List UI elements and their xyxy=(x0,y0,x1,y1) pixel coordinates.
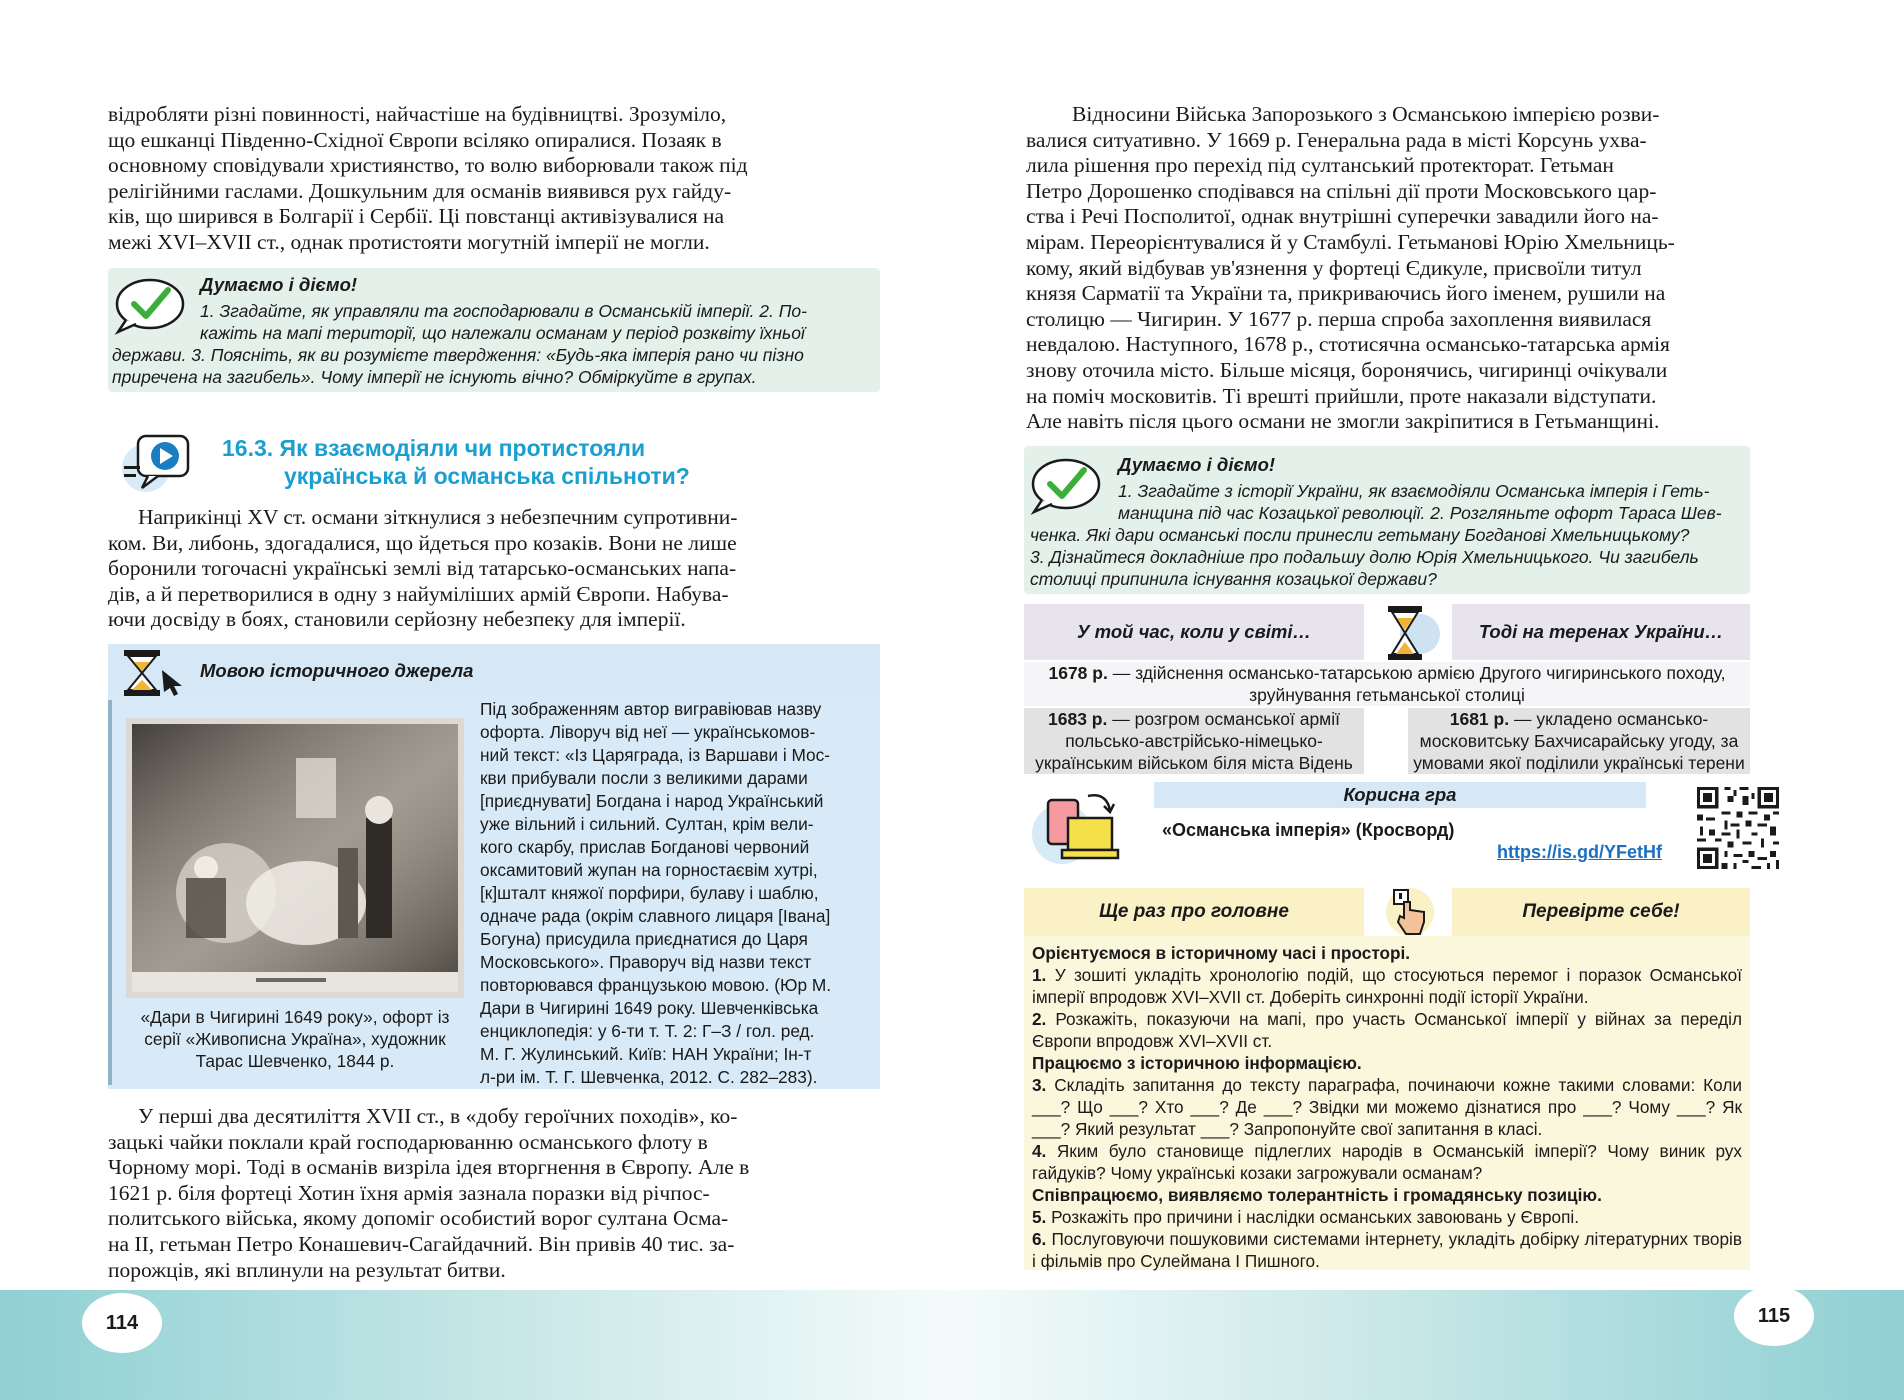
text-line: лила рішення про перехід під султанський протекторат. Гетьман xyxy=(1026,153,1614,178)
task-text: Складіть запитання до тексту параграфа, починаючи кожне такими словами: Коли ___? Що ___? Хто ___? Де ___? Звідки ми можемо дізнатися про ___? Чому ___? Як ___? Який результат ___? Запропонуйте свої запитання в класі. xyxy=(1032,1075,1742,1139)
task-text: У зошиті укладіть хронологію подій, що стосуються перемог і поразок Османської імперії впродовж XVI–XVII ст. Доберіть синхронні події історії України. xyxy=(1032,965,1742,1007)
task-number: 1. xyxy=(1032,965,1047,985)
think-box-left xyxy=(108,268,880,392)
page-number-right: 115 xyxy=(1734,1286,1814,1346)
text-line: князя Сарматії та України та, прикриваючись його іменем, рушили на xyxy=(1026,281,1666,306)
quote-line: Під зображенням автор вигравіював назву xyxy=(480,699,822,719)
think-line: кажіть на мапі території, що належали османам у період розквіту їхньої xyxy=(200,323,805,343)
quote-line: Дари в Чигирині 1649 року. Шевченківська xyxy=(480,998,819,1018)
section-heading-line2: українська й османська спільноти? xyxy=(284,463,690,489)
quote-line: кви прибували посли з великими дарами xyxy=(480,768,808,788)
event-line: зруйнування гетьманської столиці xyxy=(1249,685,1525,705)
text-line: релігійними гаслами. Дошкульним для османів виявився рух гайду- xyxy=(108,178,732,203)
summary-task xyxy=(1032,1228,1742,1272)
summary-task xyxy=(1032,1206,1742,1228)
task-text: Розкажіть, показуючи на мапі, про участь Османської імперії у війнах за переділ Європи впродовж XVI–XVII ст. xyxy=(1032,1009,1742,1051)
left-intro-paragraph xyxy=(108,102,880,256)
event-year: 1683 р. xyxy=(1048,709,1108,729)
summary-section-heading: Орієнтуємося в історичному часі і просторі. xyxy=(1032,943,1411,963)
text-line: мірам. Переорієнтувалися й у Стамбулі. Гетьманові Юрію Хмельниць- xyxy=(1026,229,1675,254)
event-text: — здійснення османсько-татарською армією Другого чигиринського походу, xyxy=(1107,663,1726,683)
hourglass-cursor-icon xyxy=(116,648,190,698)
text-line: Наприкінці XV ст. османи зіткнулися з небезпечним супротивни- xyxy=(138,505,738,529)
event-line: московитську Бахчисарайську угоду, за xyxy=(1419,731,1739,751)
quote-line: [приєднувати] Богдана і народ Український xyxy=(480,791,824,811)
text-line: Петро Дорошенко сподівався на спільні дії проти Московського цар- xyxy=(1026,178,1657,203)
event-year: 1681 р. xyxy=(1449,709,1510,729)
quote-line: офорта. Ліворуч від неї — українськомов- xyxy=(480,722,816,742)
summary-task-list xyxy=(1024,936,1750,1270)
think-line: 1. Згадайте, як управляли та господарювали в Османській імперії. 2. По- xyxy=(200,301,807,321)
think-box-right xyxy=(1024,446,1750,594)
event-line xyxy=(1408,708,1750,730)
qr-code[interactable] xyxy=(1694,784,1782,872)
text-line: Але навіть після цього османи не змогли закріпитися в Гетьманщині. xyxy=(1026,409,1660,434)
source-title: Мовою історичного джерела xyxy=(200,660,474,681)
text-line: межі XVI–XVII ст., однак протистояти могутній імперії не могли. xyxy=(108,229,710,254)
hand-pointer-icon xyxy=(1370,884,1446,940)
think-line: 1. Згадайте з історії України, як взаємодіяли Османська імперія і Геть- xyxy=(1118,481,1710,501)
timeline-event-1678 xyxy=(1024,662,1750,706)
quote-line: оксамитовий жупан на горностаєвім хутрі, xyxy=(480,860,818,880)
game-link[interactable]: https://is.gd/YFetHf xyxy=(1497,842,1662,862)
etching-caption xyxy=(116,1006,474,1072)
caption-line: «Дари в Чигирині 1649 року», офорт із xyxy=(140,1007,450,1027)
timeline-event-1683 xyxy=(1024,708,1364,774)
task-number: 6. xyxy=(1032,1229,1047,1249)
right-intro-paragraph xyxy=(1026,102,1750,435)
text-line: ючи досвіду в боях, становили серйозну небезпеку для імперії. xyxy=(108,607,686,632)
text-line: валися ситуативно. У 1669 р. Генеральна рада в місті Корсунь ухва- xyxy=(1026,127,1647,152)
quote-line: одначе рада (окрім славного лицаря [Івана] xyxy=(480,906,831,926)
task-number: 3. xyxy=(1032,1075,1047,1095)
task-text: Розкажіть про причини і наслідки османських завоювань у Європі. xyxy=(1046,1207,1580,1227)
quote-line: уже вільний і сильний. Султан, крім вели- xyxy=(480,814,814,834)
text-line: на поміч московитів. Ті врешті прийшли, проте наказали відступати. xyxy=(1026,383,1657,408)
think-line: манщина під час Козацької революції. 2. Розгляньте офорт Тараса Шев- xyxy=(1118,503,1722,523)
summary-check-header: Перевірте себе! xyxy=(1452,888,1750,936)
quote-line: повторювався французькою мовою. (Юр М. xyxy=(480,975,832,995)
left-closing-paragraph xyxy=(108,1104,880,1283)
text-line: Чорному морі. Тоді в османів визріла ідея вторгнення в Європу. Але в xyxy=(108,1155,750,1180)
text-line: зацькі чайки поклали край господарюванню османського флоту в xyxy=(108,1129,708,1154)
text-line: 1621 р. біля фортеці Хотин їхня армія зазнала поразки від річпос- xyxy=(108,1180,710,1205)
text-line: дів, а й перетворилися в одну з найуміліших армій Європи. Набува- xyxy=(108,581,729,606)
think-box-title: Думаємо і діємо! xyxy=(200,274,358,295)
section-heading xyxy=(222,434,690,490)
text-line: невдалою. Наступного, 1678 р., стотисячна османсько-татарська армія xyxy=(1026,332,1670,357)
text-line: У перші два десятиліття XVII ст., в «добу героїчних походів», ко- xyxy=(138,1104,738,1128)
think-line: ченка. Які дари османські посли принесли гетьману Богданові Хмельницькому? xyxy=(1030,525,1690,545)
quote-line: енциклопедія: у 6-ти т. Т. 2: Г–З / гол. ред. xyxy=(480,1021,815,1041)
text-line: столицю — Чигирин. У 1677 р. перша спроба захоплення виявилася xyxy=(1026,306,1652,331)
text-line: що ешканці Південно-Східної Європи всіляко опиралися. Позаяк в xyxy=(108,127,722,152)
think-box-body xyxy=(108,300,876,388)
summary-task xyxy=(1032,964,1742,1008)
timeline-world-header: У той час, коли у світі… xyxy=(1024,604,1364,660)
text-line: кому, який відбував ув'язнення у фортеці Єдикуле, присвоїли титул xyxy=(1026,255,1642,280)
event-text: — розгром османської армії xyxy=(1107,709,1340,729)
task-number: 5. xyxy=(1032,1207,1047,1227)
think-line: приречена на загибель». Чому імперії не існують вічно? Обміркуйте в групах. xyxy=(112,367,757,387)
text-line: порожців, які вплинули на результат битви. xyxy=(108,1257,506,1282)
text-line: на II, гетьман Петро Конашевич-Сагайдачний. Він привів 40 тис. за- xyxy=(108,1231,735,1256)
event-line xyxy=(1024,662,1750,684)
event-line: умовами якої поділили українські терени xyxy=(1413,753,1745,773)
think-line: столиці припинила існування козацької держави? xyxy=(1030,569,1437,589)
page-number-left: 114 xyxy=(82,1293,162,1353)
computer-game-icon xyxy=(1032,786,1128,868)
event-year: 1678 р. xyxy=(1048,663,1108,683)
think-line: держави. 3. Поясніть, як ви розумієте твердження: «Будь-яка імперія рано чи пізно xyxy=(112,345,804,365)
section-paragraph xyxy=(108,505,880,633)
caption-line: Тарас Шевченко, 1844 р. xyxy=(195,1051,395,1071)
text-line: Відносини Війська Запорозького з Османською імперією розви- xyxy=(1072,102,1660,126)
quote-line: Богуна) присудила приєднатися до Царя xyxy=(480,929,808,949)
summary-task xyxy=(1032,1008,1742,1052)
quote-line: Московського». Праворуч від назви текст xyxy=(480,952,812,972)
task-text: Яким було становище підлеглих народів в Османській імперії? Чому виник рух гайдуків? Чому українські козаки загрожували османам? xyxy=(1032,1141,1742,1183)
quote-line: л-ри ім. Т. Г. Шевченка, 2012. С. 282–283). xyxy=(480,1067,818,1087)
summary-section-heading: Співпрацюємо, виявляємо толерантність і громадянську позицію. xyxy=(1032,1185,1602,1205)
text-line: відробляти різні повинності, найчастіше на будівництві. Зрозуміло, xyxy=(108,102,727,126)
text-line: основному сповідували християнство, то волю виборювали також під xyxy=(108,153,748,178)
summary-main-header: Ще раз про головне xyxy=(1024,888,1364,936)
think-box-body xyxy=(1024,480,1746,590)
section-heading-line1: 16.3. Як взаємодіяли чи протистояли xyxy=(222,435,646,461)
text-line: политського війська, якому допоміг особистий ворог султана Осма- xyxy=(108,1206,729,1231)
historical-source-box xyxy=(108,644,880,1089)
summary-task xyxy=(1032,1140,1742,1184)
quote-line: М. Г. Жулинський. Київ: НАН України; Ін-т xyxy=(480,1044,812,1064)
quote-line: кого скарбу, прислав Богданові червоний xyxy=(480,837,810,857)
useful-game-header: Корисна гра xyxy=(1154,782,1646,808)
text-line: боронили тогочасні українські землі від татарсько-османських напа- xyxy=(108,556,737,581)
task-text: Послуговуючи пошуковими системами інтернету, укладіть добірку літературних творів і фільмів про Сулеймана I Пишного. xyxy=(1032,1229,1742,1271)
hourglass-gear-icon xyxy=(1370,602,1446,664)
think-line: 3. Дізнайтеся докладніше про подальшу долю Юрія Хмельницького. Чи загибель xyxy=(1030,547,1699,567)
game-title: «Османська імперія» (Кросворд) xyxy=(1162,820,1455,840)
summary-section-heading: Працюємо з історичною інформацією. xyxy=(1032,1053,1362,1073)
video-play-icon xyxy=(120,426,200,498)
caption-line: серії «Живописна Україна», художник xyxy=(144,1029,446,1049)
event-line xyxy=(1024,708,1364,730)
text-line: ства і Речі Посполитої, однак внутрішні суперечки завадили його на- xyxy=(1026,204,1659,229)
quote-line: ний текст: «Із Царяграда, із Варшави і Мос- xyxy=(480,745,831,765)
source-accent-rule xyxy=(108,700,112,1085)
text-line: ком. Ви, либонь, здогадалися, що йдеться про козаків. Вони не лише xyxy=(108,530,737,555)
quote-line: [к]шталт княжої порфири, булаву і шаблю, xyxy=(480,883,819,903)
right-page xyxy=(952,0,1904,1400)
think-box-title: Думаємо і діємо! xyxy=(1118,454,1276,475)
text-line: ків, що ширився в Болгарії і Сербії. Ці повстанці активізувалися на xyxy=(108,204,725,229)
timeline-event-1681 xyxy=(1408,708,1750,774)
task-number: 4. xyxy=(1032,1141,1047,1161)
text-line: знову оточила місто. Більше місяця, боронячись, чигиринці очікували xyxy=(1026,357,1668,382)
etching-image xyxy=(126,718,464,998)
timeline-ukraine-header: Тоді на теренах України… xyxy=(1452,604,1750,660)
task-number: 2. xyxy=(1032,1009,1047,1029)
source-quote-text xyxy=(480,698,874,1089)
event-line: польсько-австрійсько-німецько- xyxy=(1065,731,1323,751)
event-text: — укладено османсько- xyxy=(1509,709,1709,729)
event-line: українським військом біля міста Відень xyxy=(1035,753,1353,773)
summary-task xyxy=(1032,1074,1742,1140)
